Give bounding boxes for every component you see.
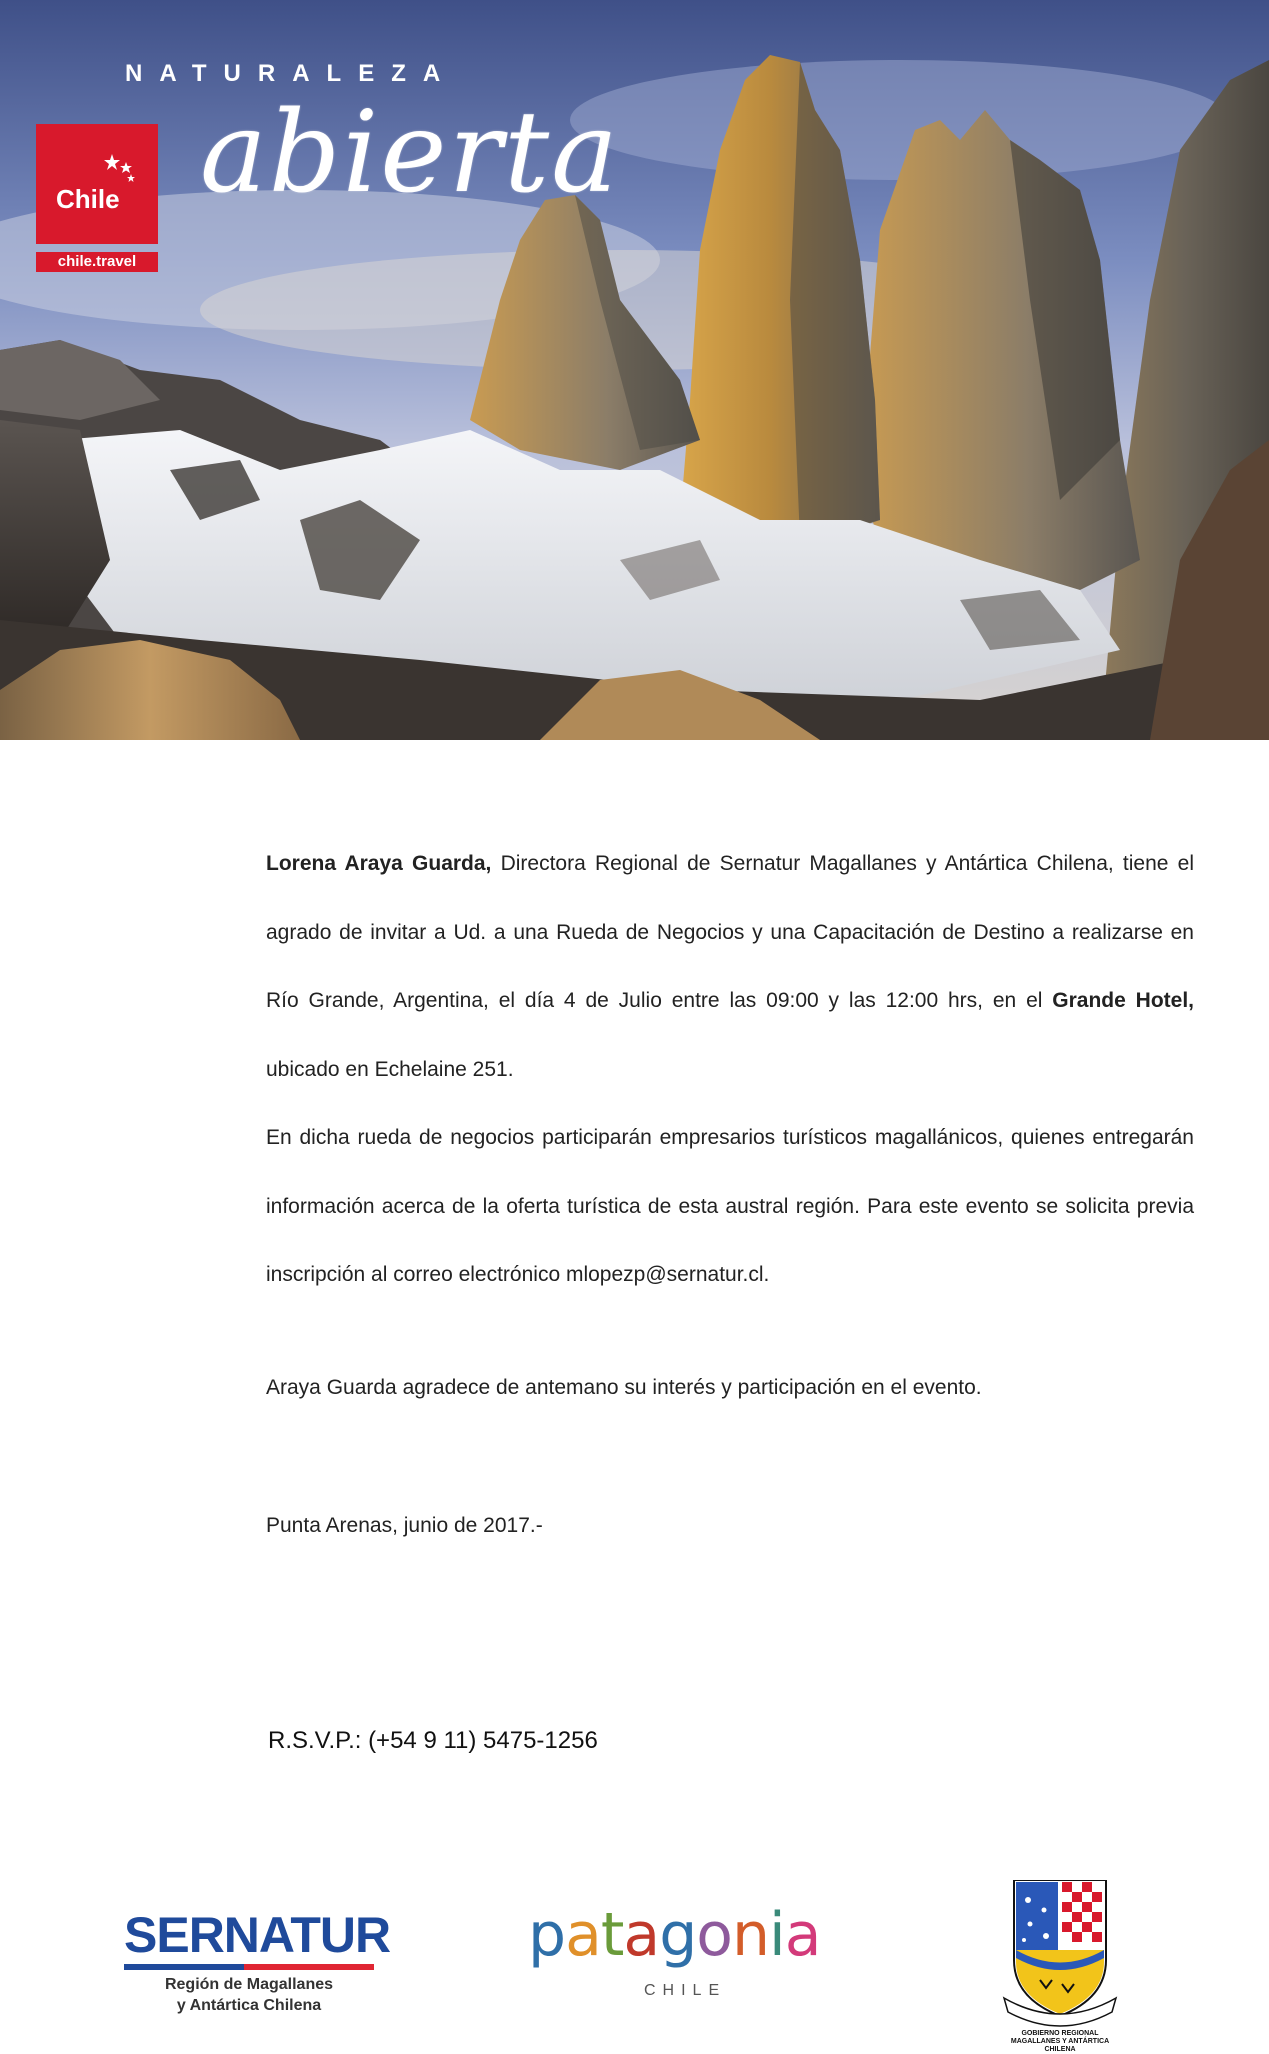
star-icon — [98, 152, 138, 186]
chile-travel-link[interactable]: chile.travel — [36, 252, 158, 272]
invitation-text-a: Directora Regional de Sernatur Magallanes y Antártica Chilena, tiene el agrado de invitar a Ud. a una Rueda de Negocios y una Capacitación de Destino a realizarse en Río Grande, Argentina, el día 4 de Julio entre las 09:00 y las 12:00 hrs, en el — [266, 852, 1195, 1012]
chile-logo-word: Chile — [56, 184, 120, 214]
venue-name: Grande Hotel, — [1052, 989, 1194, 1012]
patagonia-word: patagonia — [528, 1900, 821, 1970]
invitation-text-b: ubicado en Echelaine 251. — [266, 1057, 514, 1081]
sernatur-region-line-1: Región de Magallanes — [164, 1976, 334, 1993]
details-paragraph: En dicha rueda de negocios participarán empresarios turísticos magallánicos, quienes entregarán información acerca de la oferta turística de esta austral región. Para este evento se solicita previa inscripción al correo electrónico mlopezp@sernatur.cl. — [266, 1126, 1194, 1286]
crest-caption-line-2: MAGALLANES Y ANTÁRTICA — [1010, 2038, 1110, 2045]
tagline-abierta: abierta — [200, 88, 620, 218]
chile-brand-logo — [36, 124, 158, 244]
crest-caption-line-3: CHILENA — [1044, 2046, 1076, 2053]
place-date: Punta Arenas, junio de 2017.- — [266, 1514, 543, 1537]
tagline-naturaleza: NATURALEZA — [125, 60, 458, 87]
thanks-paragraph: Araya Guarda agradece de antemano su interés y participación en el evento. — [266, 1376, 982, 1399]
rsvp-phone: R.S.V.P.: (+54 9 11) 5475-1256 — [268, 1727, 598, 1754]
sernatur-region-line-2: y Antártica Chilena — [176, 1997, 322, 2014]
invitation-paragraph — [266, 830, 1194, 1104]
patagonia-chile-logo — [526, 1900, 821, 2020]
coat-of-arms-icon — [1000, 1880, 1120, 2030]
director-name: Lorena Araya Guarda, — [266, 852, 492, 875]
crest-caption-line-1: GOBIERNO REGIONAL — [1021, 2030, 1099, 2037]
patagonia-sub: CHILE — [644, 1982, 727, 1999]
crest-caption — [1000, 2030, 1120, 2054]
torres-del-paine-photo — [0, 0, 1269, 740]
gobierno-regional-crest — [1000, 1880, 1120, 2053]
sernatur-stripe — [124, 1964, 374, 1970]
sernatur-logo — [124, 1907, 391, 2016]
invitation-letter — [266, 830, 1195, 1537]
hero-banner — [0, 0, 1269, 740]
sernatur-brand: SERNATUR — [124, 1907, 391, 1963]
